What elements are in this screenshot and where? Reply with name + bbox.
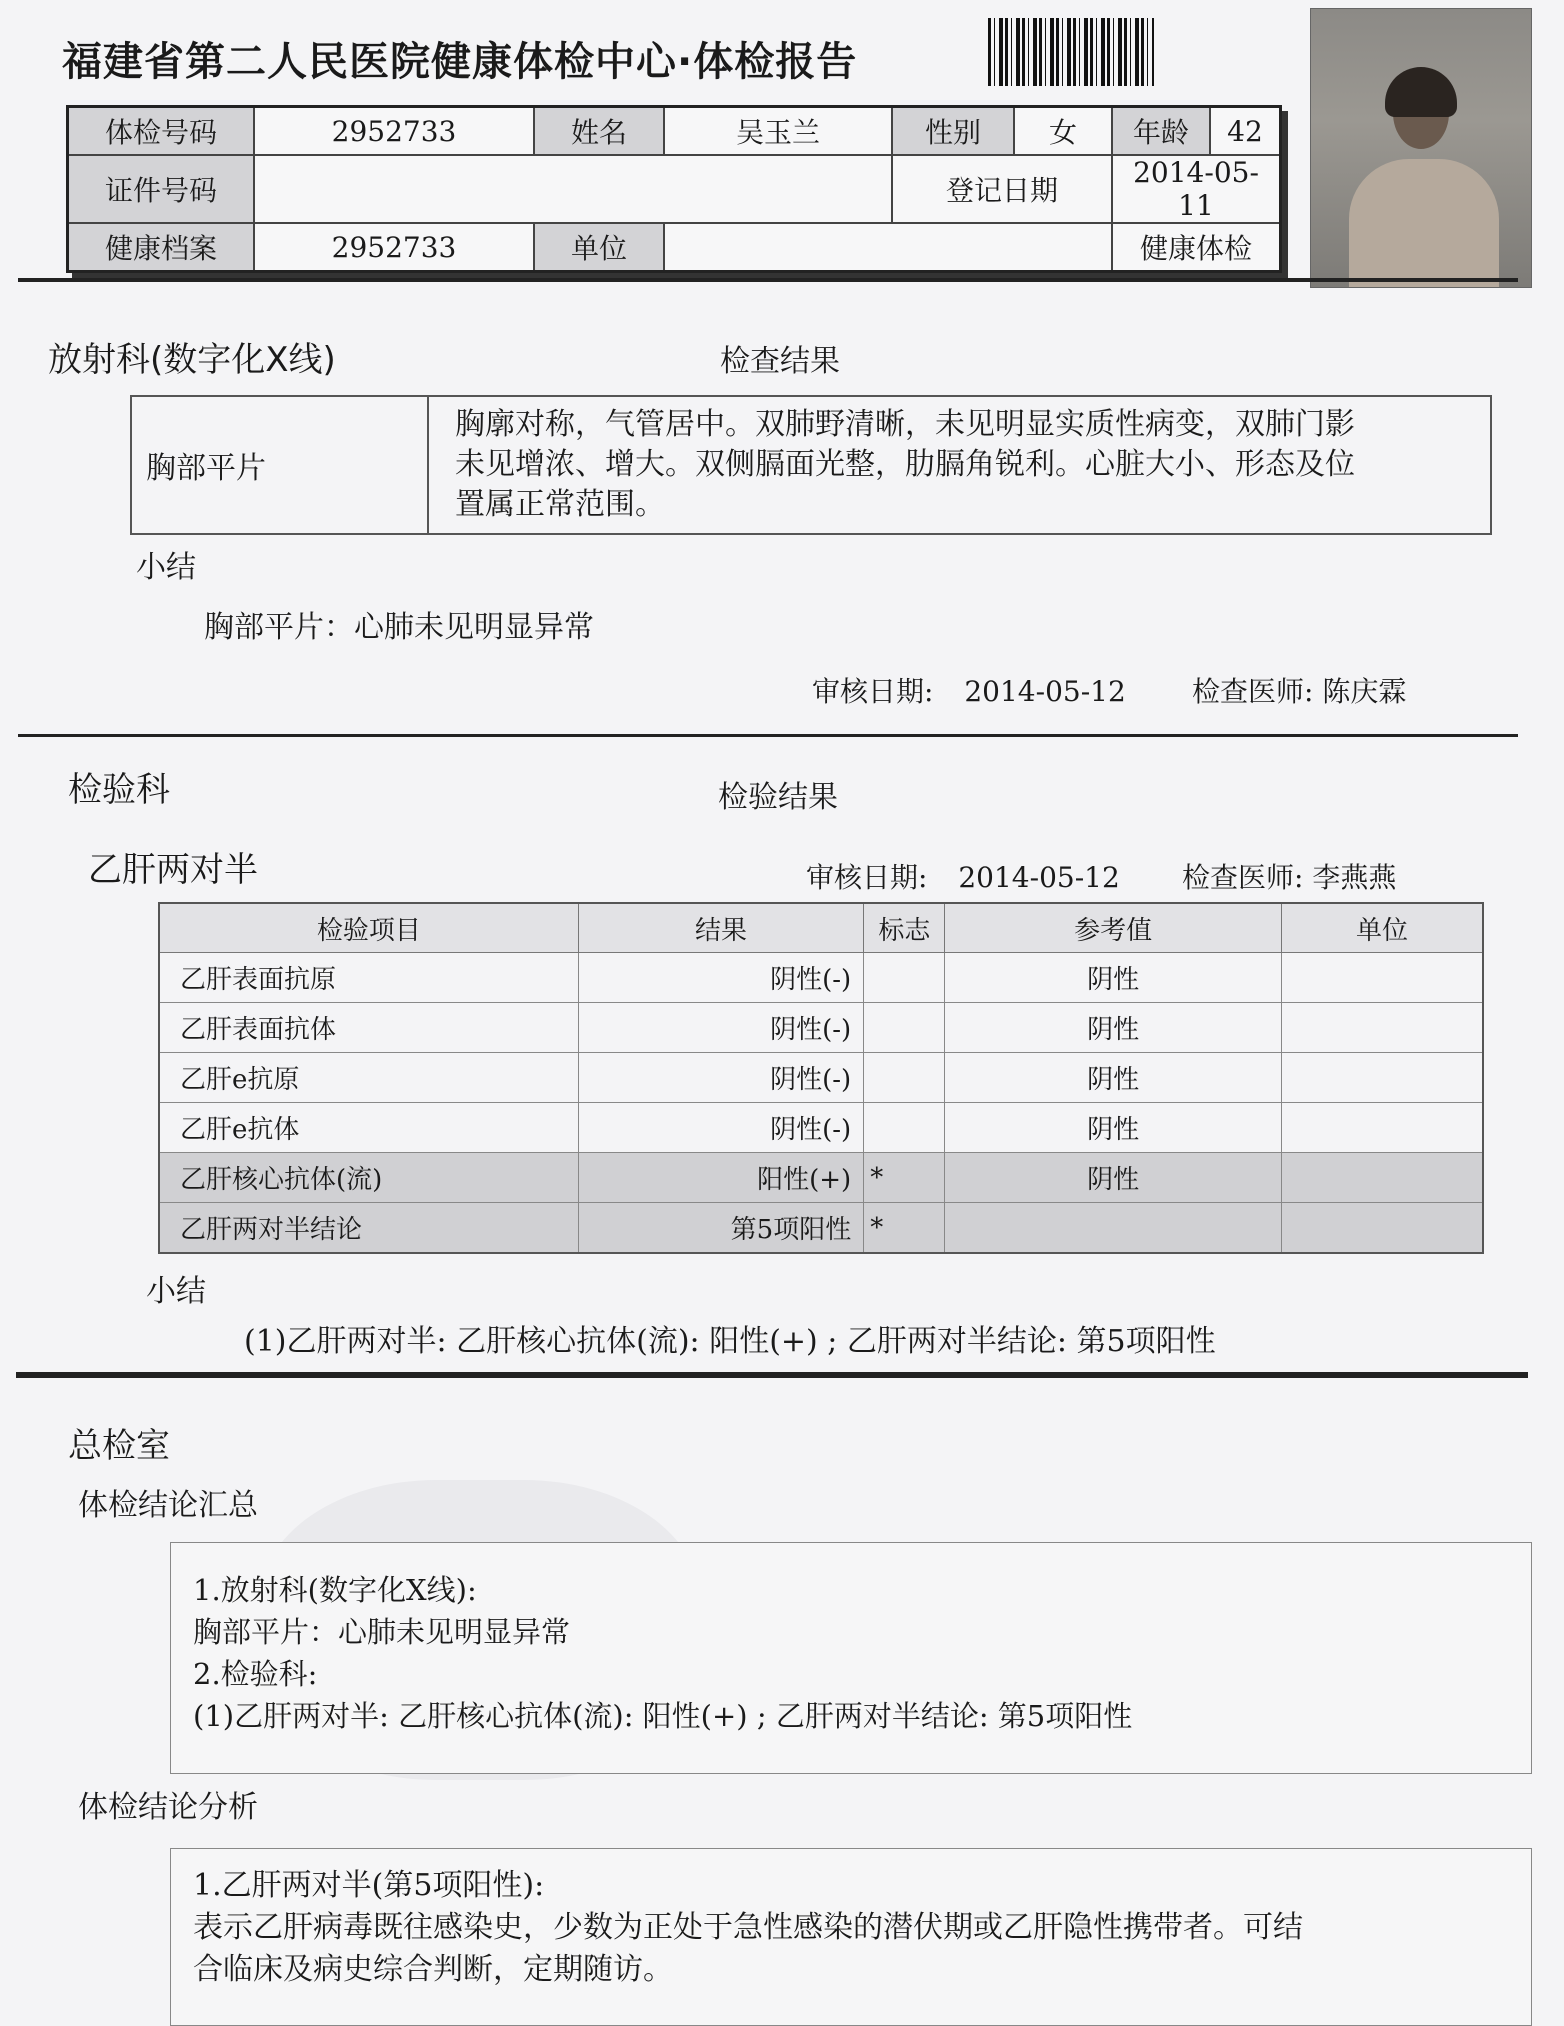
age-label: 年龄 (1112, 107, 1210, 156)
row-unit (1281, 1103, 1483, 1153)
row-flag (864, 1053, 945, 1103)
name-value: 吴玉兰 (664, 107, 892, 156)
age-value: 42 (1210, 107, 1281, 156)
lab-panel-title: 乙肝两对半 (88, 850, 258, 890)
summary-line: 胸部平片：心肺未见明显异常 (193, 1615, 571, 1649)
doctor-label: 检查医师: (1192, 675, 1314, 708)
row-item: 乙肝表面抗体 (159, 1003, 578, 1053)
radiology-summary-text: 胸部平片：心肺未见明显异常 (204, 610, 594, 645)
summary-heading: 体检结论汇总 (78, 1488, 258, 1523)
row-unit (1281, 1203, 1483, 1254)
row-flag: * (864, 1203, 945, 1254)
review-date-label: 审核日期: (812, 675, 934, 708)
report-title: 福建省第二人民医院健康体检中心·体检报告 (62, 39, 858, 85)
lab-summary-label: 小结 (146, 1274, 206, 1309)
divider (18, 278, 1518, 282)
row-flag: * (864, 1153, 945, 1203)
row-reference: 阴性 (945, 1003, 1281, 1053)
table-row (159, 1053, 1483, 1103)
row-flag (864, 953, 945, 1003)
summary-line: 2.检验科: (193, 1657, 318, 1691)
row-result: 第5项阳性 (578, 1203, 863, 1254)
radiology-doctor (1192, 670, 1406, 710)
summary-line: (1)乙肝两对半: 乙肝核心抗体(流): 阳性(+) ; 乙肝两对半结论: 第5项阳性 (193, 1699, 1133, 1733)
doctor-value: 陈庆霖 (1322, 675, 1407, 708)
lab-doctor (1182, 856, 1396, 896)
row-item: 乙肝两对半结论 (159, 1203, 578, 1254)
lab-section-title: 检验科 (68, 770, 170, 810)
record-value: 2952733 (254, 223, 534, 272)
patient-info-table (66, 105, 1282, 273)
divider (16, 1372, 1528, 1378)
row-unit (1281, 1053, 1483, 1103)
name-label: 姓名 (534, 107, 664, 156)
row-item: 乙肝核心抗体(流) (159, 1153, 578, 1203)
col-header-unit: 单位 (1281, 903, 1483, 953)
row-reference (945, 1203, 1281, 1254)
row-item: 乙肝e抗体 (159, 1103, 578, 1153)
reg-date-value: 2014-05-11 (1112, 155, 1281, 223)
table-row (159, 1103, 1483, 1153)
row-result: 阳性(+) (578, 1153, 863, 1203)
col-header-flag: 标志 (864, 903, 945, 953)
gender-value: 女 (1014, 107, 1112, 156)
row-unit (1281, 1003, 1483, 1053)
review-date-value: 2014-05-12 (958, 861, 1120, 894)
exam-no-value: 2952733 (254, 107, 534, 156)
row-item: 乙肝e抗原 (159, 1053, 578, 1103)
table-row-abnormal (159, 1153, 1483, 1203)
row-result: 阴性(-) (578, 1103, 863, 1153)
unit-value (664, 223, 1112, 272)
row-item: 乙肝表面抗原 (159, 953, 578, 1003)
patient-photo (1310, 8, 1532, 288)
lab-result-heading: 检验结果 (718, 780, 838, 815)
reg-date-label: 登记日期 (892, 155, 1112, 223)
radiology-result-line: 胸廓对称，气管居中。双肺野清晰，未见明显实质性病变，双肺门影 (455, 407, 1355, 442)
doctor-value: 李燕燕 (1312, 861, 1397, 894)
col-header-reference: 参考值 (945, 903, 1281, 953)
lab-summary-text: (1)乙肝两对半: 乙肝核心抗体(流): 阳性(+) ; 乙肝两对半结论: 第5项阳性 (244, 1324, 1216, 1359)
analysis-line: 1.乙肝两对半(第5项阳性): (193, 1868, 545, 1903)
review-date-label: 审核日期: (806, 861, 928, 894)
analysis-heading: 体检结论分析 (78, 1790, 258, 1825)
radiology-result-line: 未见增浓、增大。双侧膈面光整，肋膈角锐利。心脏大小、形态及位 (455, 447, 1355, 482)
conclusion-analysis-box (170, 1848, 1532, 2026)
table-row (159, 1003, 1483, 1053)
radiology-result-text (428, 396, 1491, 534)
exam-no-label: 体检号码 (68, 107, 255, 156)
radiology-item: 胸部平片 (131, 396, 428, 534)
radiology-section-title: 放射科(数字化X线) (48, 340, 336, 380)
review-date-value: 2014-05-12 (964, 675, 1126, 708)
doctor-label: 检查医师: (1182, 861, 1304, 894)
col-header-result: 结果 (578, 903, 863, 953)
record-label: 健康档案 (68, 223, 255, 272)
divider (18, 734, 1518, 737)
radiology-result-heading: 检查结果 (720, 344, 840, 379)
row-flag (864, 1003, 945, 1053)
unit-label: 单位 (534, 223, 664, 272)
id-label: 证件号码 (68, 155, 255, 223)
table-row (159, 953, 1483, 1003)
radiology-result-table (130, 395, 1492, 535)
table-row-abnormal (159, 1203, 1483, 1254)
exam-type: 健康体检 (1112, 223, 1281, 272)
analysis-line: 合临床及病史综合判断，定期随访。 (193, 1952, 673, 1987)
row-reference: 阴性 (945, 1053, 1281, 1103)
row-flag (864, 1103, 945, 1153)
radiology-review (812, 670, 1126, 710)
lab-review (806, 856, 1120, 896)
row-result: 阴性(-) (578, 1003, 863, 1053)
hbv-lab-table (158, 902, 1484, 1254)
gender-label: 性别 (892, 107, 1014, 156)
row-result: 阴性(-) (578, 1053, 863, 1103)
analysis-line: 表示乙肝病毒既往感染史，少数为正处于急性感染的潜伏期或乙肝隐性携带者。可结 (193, 1910, 1303, 1945)
radiology-result-line: 置属正常范围。 (455, 487, 665, 522)
row-result: 阴性(-) (578, 953, 863, 1003)
radiology-summary-label: 小结 (136, 550, 196, 585)
summary-line: 1.放射科(数字化X线): (193, 1573, 477, 1607)
row-reference: 阴性 (945, 1153, 1281, 1203)
id-value (254, 155, 892, 223)
row-reference: 阴性 (945, 1103, 1281, 1153)
barcode (988, 18, 1154, 86)
row-unit (1281, 1153, 1483, 1203)
col-header-item: 检验项目 (159, 903, 578, 953)
conclusion-summary-box (170, 1542, 1532, 1774)
general-section-title: 总检室 (68, 1426, 170, 1466)
row-reference: 阴性 (945, 953, 1281, 1003)
row-unit (1281, 953, 1483, 1003)
